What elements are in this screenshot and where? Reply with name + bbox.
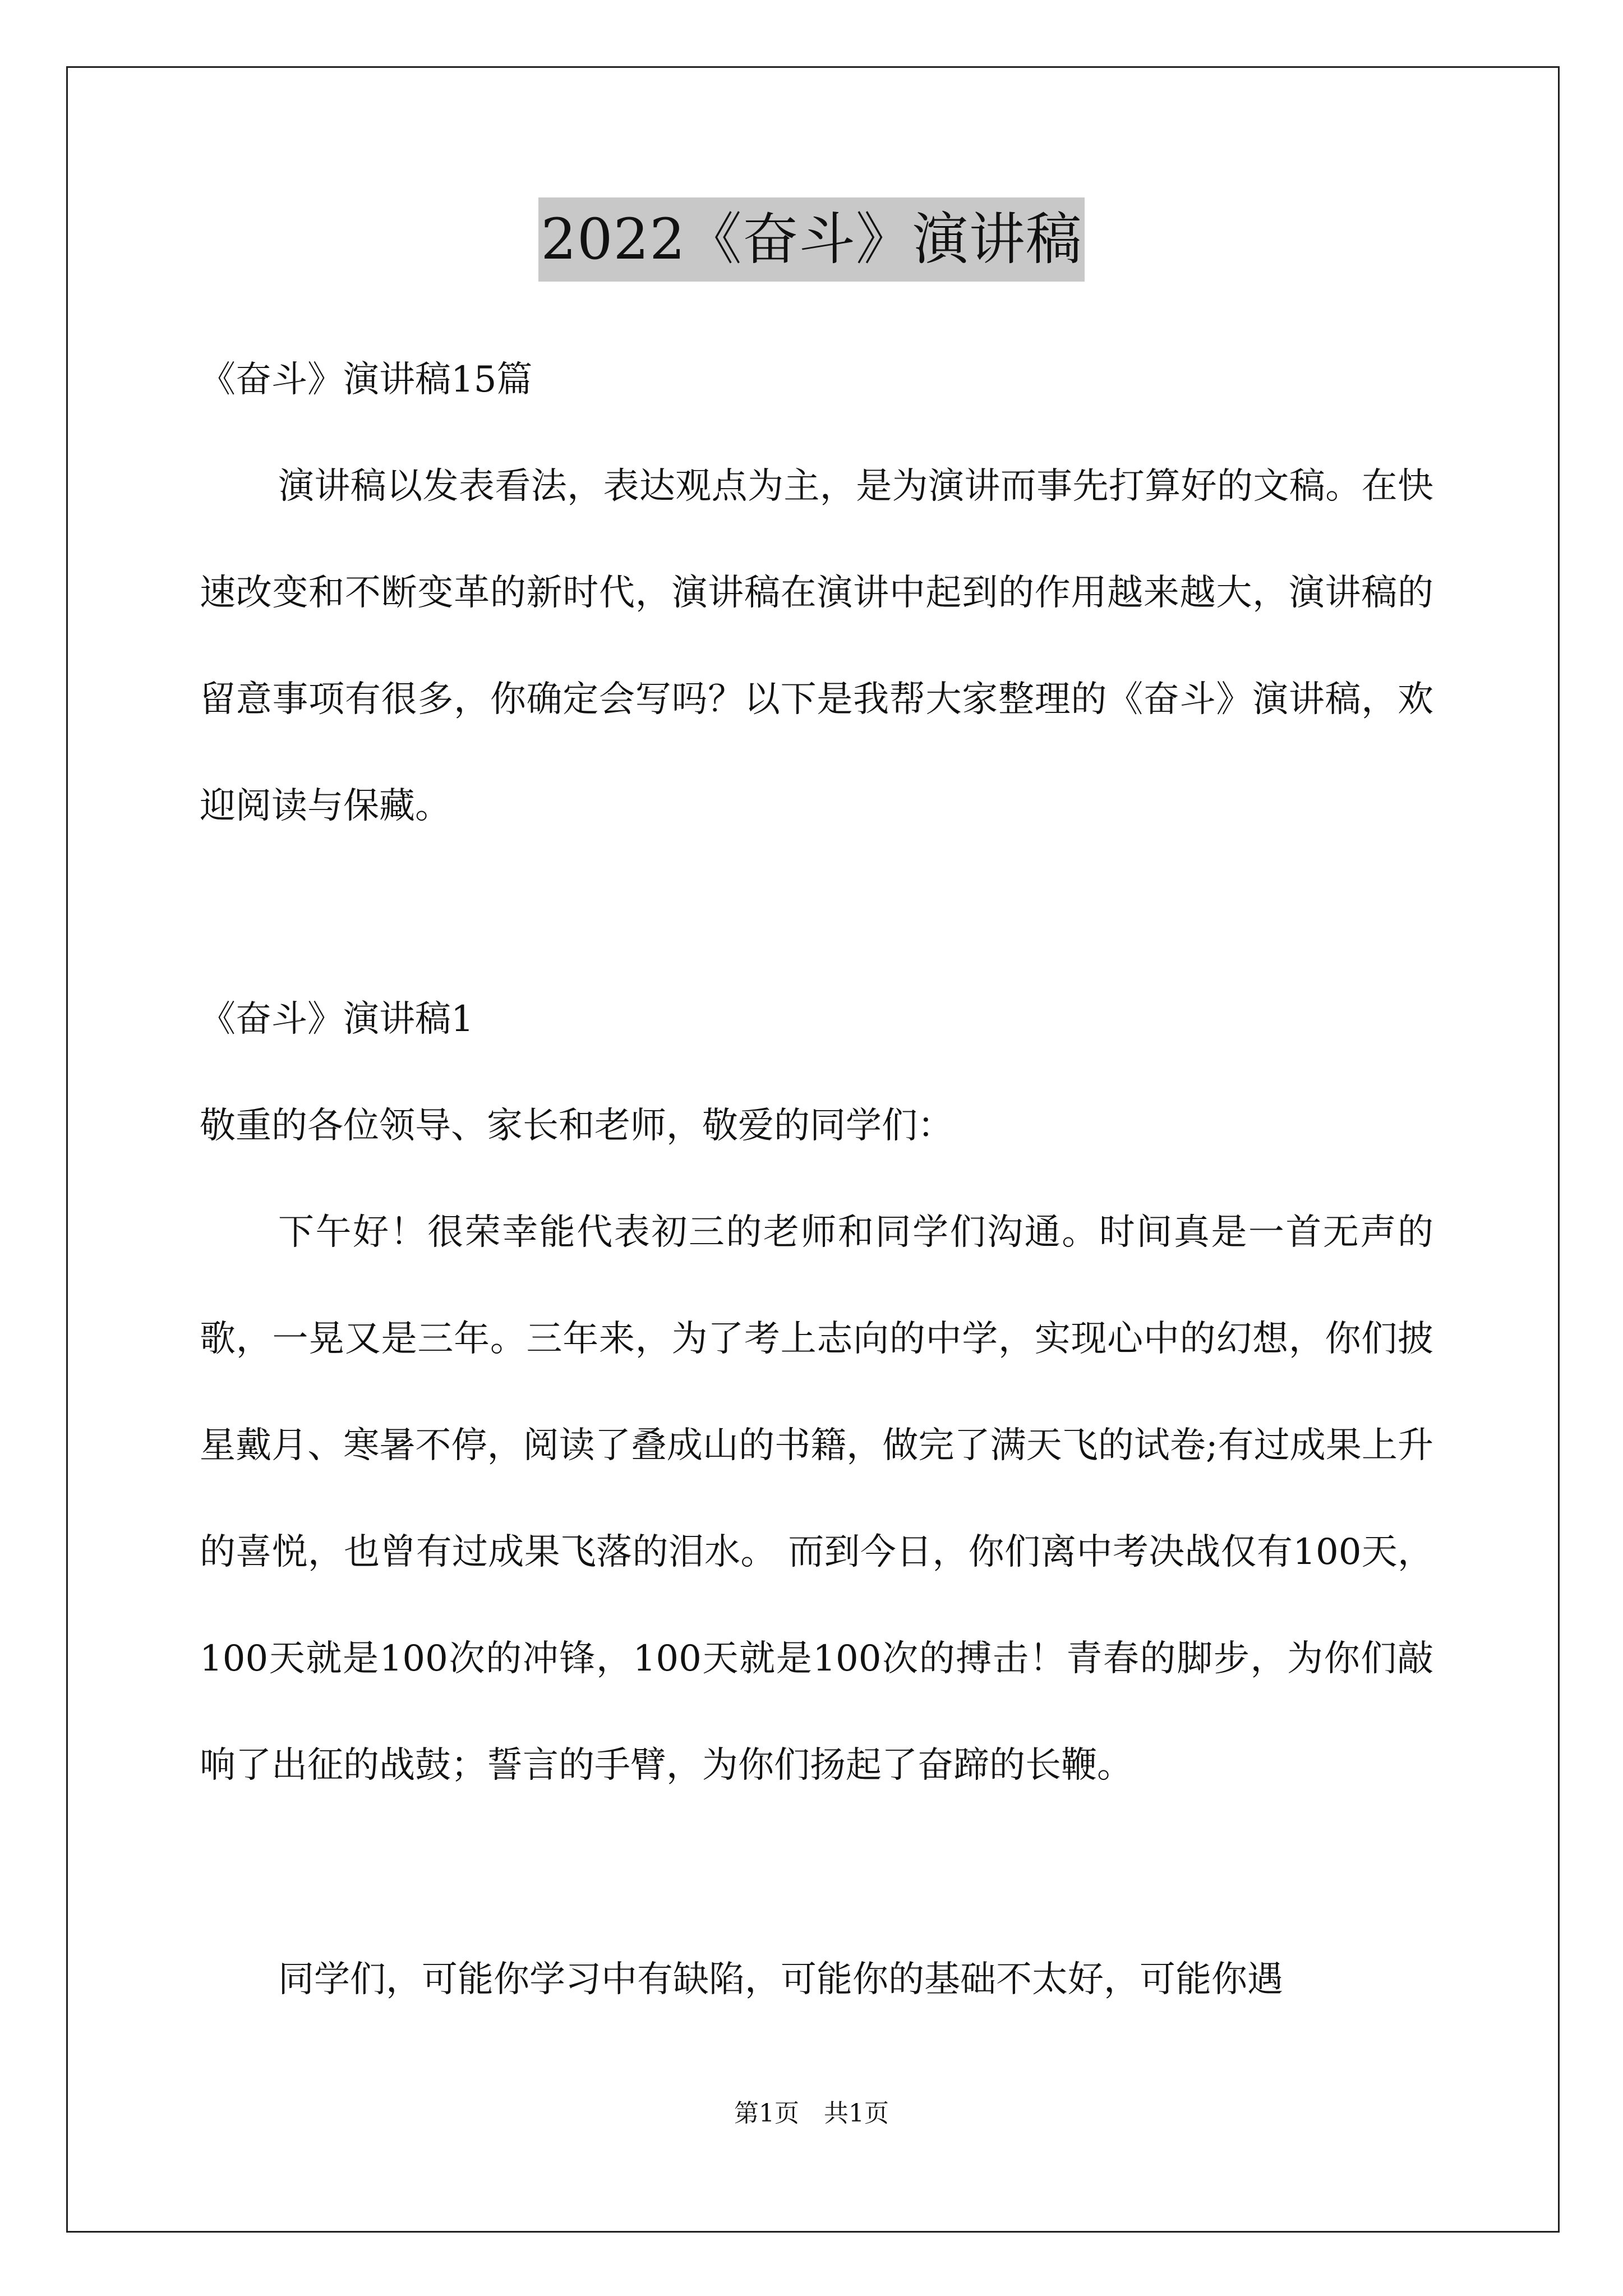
body-paragraph-1: 下午好！很荣幸能代表初三的老师和同学们沟通。时间真是一首无声的歌，一晃又是三年。三年来，为了考上志向的中学，实现心中的幻想，你们披星戴月、寒暑不停，阅读了叠成山的书籍，做完了满天飞的试卷;有过成果上升的喜悦，也曾有过成果飞落的泪水。 而到今日，你们离中考决战仅有100天，100天就是100次的冲锋，100天就是100次的搏击！青春的脚步，为你们敲响了出征的战鼓；誓言的手臂，为你们扬起了奋蹄的长鞭。 <box>200 1212 1433 1786</box>
title-container <box>0 197 1623 282</box>
body-paragraph-2: 同学们，可能你学习中有缺陷，可能你的基础不太好，可能你遇 <box>278 1959 1283 2000</box>
intro-paragraph: 演讲稿以发表看法，表达观点为主，是为演讲而事先打算好的文稿。在快速改变和不断变革的新时代，演讲稿在演讲中起到的作用越来越大，演讲稿的留意事项有很多，你确定会写吗？以下是我帮大家整理的《奋斗》演讲稿，欢迎阅读与保藏。 <box>200 466 1433 827</box>
section-heading: 《奋斗》演讲稿1 <box>200 999 474 1040</box>
page-footer: 第1页 共1页 <box>734 2099 889 2128</box>
greeting-line: 敬重的各位领导、家长和老师，敬爱的同学们： <box>200 1105 953 1147</box>
document-title: 2022《奋斗》演讲稿 <box>538 197 1085 282</box>
document-subtitle: 《奋斗》演讲稿15篇 <box>200 359 533 401</box>
